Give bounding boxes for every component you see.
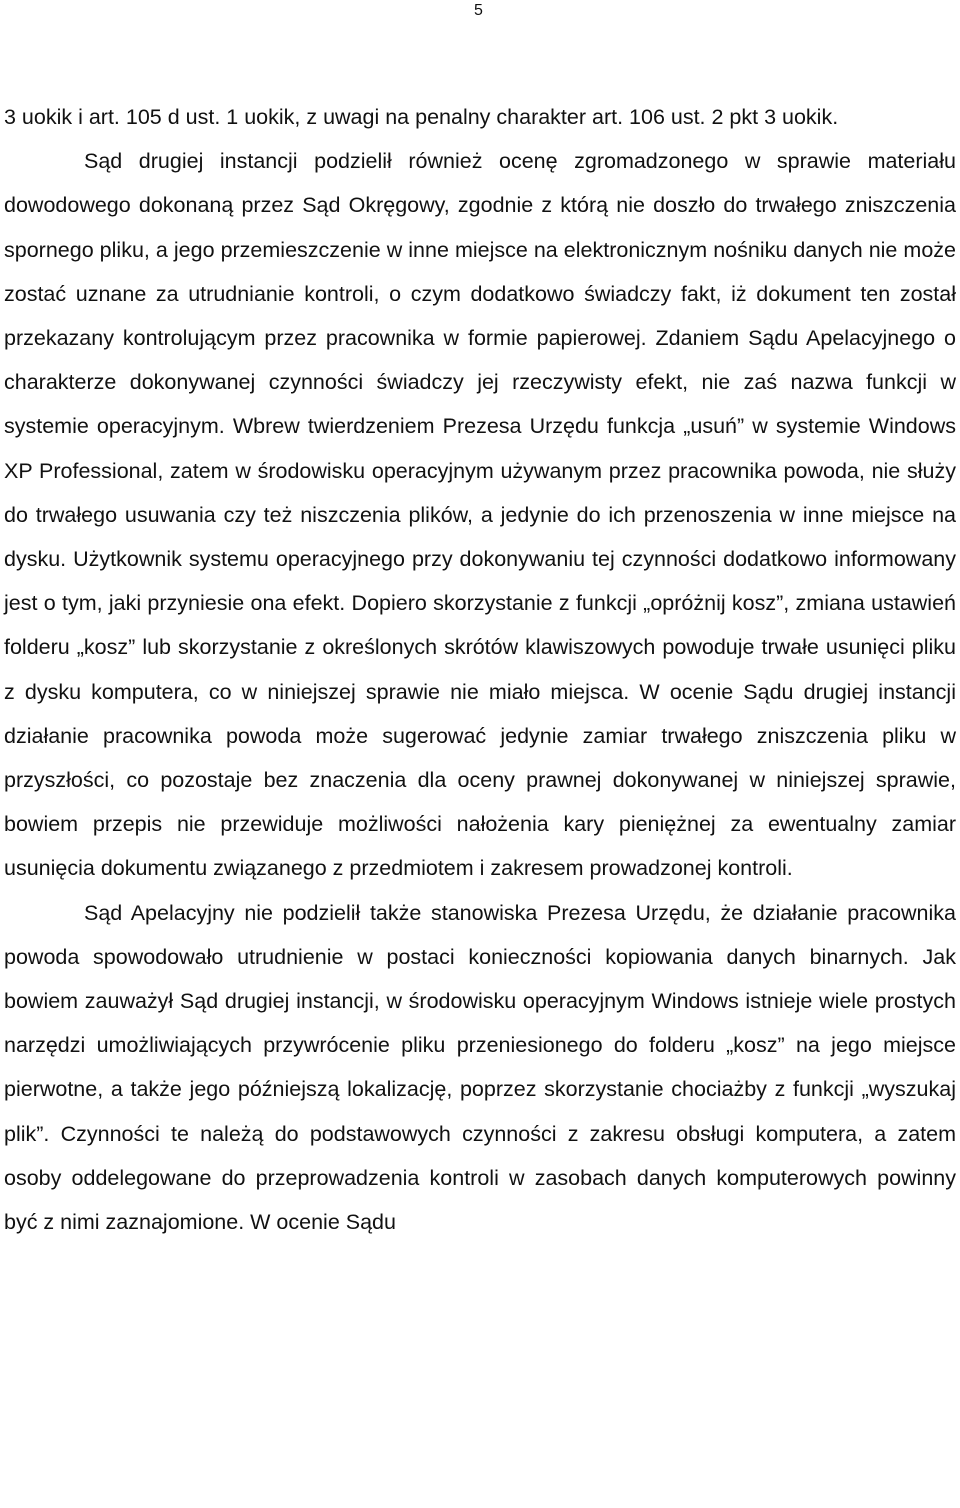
- paragraph-3: Sąd Apelacyjny nie podzielił także stanowiska Prezesa Urzędu, że działanie pracownika powoda spowodowało utrudnienie w postaci konieczności kopiowania danych binarnych. Jak bowiem zauważył Sąd drugiej instancji, w środowisku operacyjnym Windows istnieje wiele prostych narzędzi umożliwiających przywrócenie pliku przeniesionego do folderu „kosz” na jego miejsce pierwotne, a także jego późniejszą lokalizację, poprzez skorzystanie chociażby z funkcji „wyszukaj plik”. Czynności te należą do podstawowych czynności z zakresu obsługi komputera, a zatem osoby oddelegowane do przeprowadzenia kontroli w zasobach danych komputerowych powinny być z nimi zaznajomione. W ocenie Sądu: [4, 900, 956, 1235]
- document-body: [4, 95, 956, 1244]
- paragraph-2: Sąd drugiej instancji podzielił również ocenę zgromadzonego w sprawie materiału dowodowego dokonaną przez Sąd Okręgowy, zgodnie z którą nie doszło do trwałego zniszczenia spornego pliku, a jego przemieszczenie w inne miejsce na elektronicznym nośniku danych nie może zostać uznane za utrudnianie kontroli, o czym dodatkowo świadczy fakt, iż dokument ten został przekazany kontrolującym przez pracownika w formie papierowej. Zdaniem Sądu Apelacyjnego o charakterze dokonywanej czynności świadczy jej rzeczywisty efekt, nie zaś nazwa funkcji w systemie operacyjnym. Wbrew twierdzeniem Prezesa Urzędu funkcja „usuń” w systemie Windows XP Professional, zatem w środowisku operacyjnym używanym przez pracownika powoda, nie służy do trwałego usuwania czy też niszczenia plików, a jedynie do ich przenoszenia w inne miejsce na dysku. Użytkownik systemu operacyjnego przy dokonywaniu tej czynności dodatkowo informowany jest o tym, jaki przyniesie ona efekt. Dopiero skorzystanie z funkcji „opróżnij kosz”, zmiana ustawień folderu „kosz” lub skorzystanie z określonych skrótów klawiszowych powoduje trwałe usunięci pliku z dysku komputera, co w niniejszej sprawie nie miało miejsca. W ocenie Sądu drugiej instancji działanie pracownika powoda może sugerować jedynie zamiar trwałego zniszczenia pliku w przyszłości, co pozostaje bez znaczenia dla oceny prawnej dokonywanej w niniejszej sprawie, bowiem przepis nie przewiduje możliwości nałożenia kary pieniężnej za ewentualny zamiar usunięcia dokumentu związanego z przedmiotem i zakresem prowadzonej kontroli.: [4, 149, 956, 881]
- paragraph-1: 3 uokik i art. 105 d ust. 1 uokik, z uwagi na penalny charakter art. 106 ust. 2 pkt 3 uokik.: [4, 105, 839, 129]
- page-number: 5: [474, 2, 483, 19]
